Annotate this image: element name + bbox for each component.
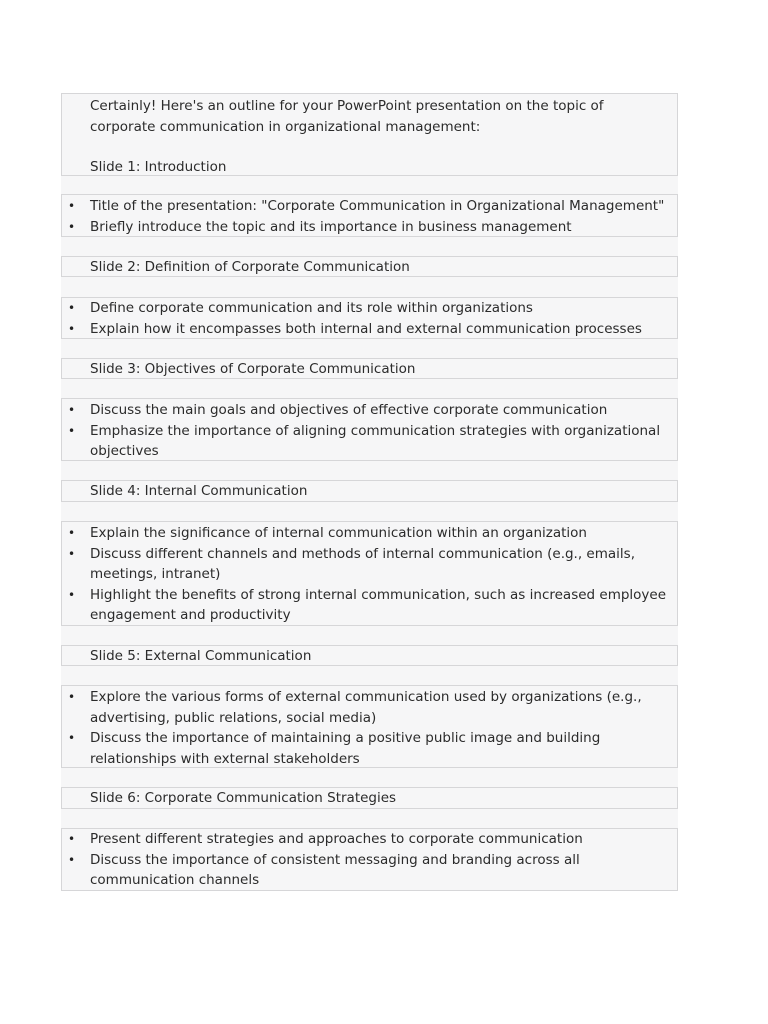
bullet-item: • Present different strategies and approaches to corporate communication — [62, 829, 677, 850]
bullet-item: • Discuss the main goals and objectives of effective corporate communication — [62, 400, 677, 421]
bullet-item: • Discuss the importance of consistent messaging and branding across all communication channels — [62, 850, 677, 891]
bullet-item: • Emphasize the importance of aligning communication strategies with organizational objectives — [62, 421, 677, 462]
bullet-item: • Highlight the benefits of strong internal communication, such as increased employee engagement and productivity — [62, 585, 677, 626]
slide-5-bullets — [61, 685, 678, 768]
slide-1-heading: Slide 1: Introduction — [90, 159, 227, 175]
slide-4-bullets — [61, 521, 678, 626]
spacer — [61, 176, 678, 194]
bullet-item: • Discuss the importance of maintaining a positive public image and building relationships with external stakeholders — [62, 728, 677, 769]
slide-3-heading: Slide 3: Objectives of Corporate Communication — [61, 358, 678, 379]
slide-1-bullets — [61, 194, 678, 237]
bullet-item: • Briefly introduce the topic and its importance in business management — [62, 217, 677, 238]
spacer — [61, 666, 678, 685]
spacer — [61, 502, 678, 521]
bullet-item: • Define corporate communication and its role within organizations — [62, 298, 677, 319]
slide-5-heading: Slide 5: External Communication — [61, 645, 678, 666]
spacer — [61, 768, 678, 787]
spacer — [61, 461, 678, 480]
bullet-item: • Explain how it encompasses both internal and external communication processes — [62, 319, 677, 340]
spacer — [61, 339, 678, 358]
intro-text: Certainly! Here's an outline for your PowerPoint presentation on the topic of corporate communication in organizational management: — [90, 98, 604, 135]
slide-4-heading: Slide 4: Internal Communication — [61, 480, 678, 502]
bullet-item: • Explain the significance of internal communication within an organization — [62, 523, 677, 544]
bullet-item: • Discuss different channels and methods of internal communication (e.g., emails, meetings, intranet) — [62, 544, 677, 585]
bullet-item: • Explore the various forms of external communication used by organizations (e.g., advertising, public relations, social media) — [62, 687, 677, 728]
intro-block — [61, 93, 678, 176]
spacer — [61, 626, 678, 645]
spacer — [61, 379, 678, 398]
slide-2-bullets — [61, 297, 678, 339]
slide-3-bullets — [61, 398, 678, 461]
slide-6-bullets — [61, 828, 678, 891]
spacer — [61, 237, 678, 256]
bullet-item: • Title of the presentation: "Corporate Communication in Organizational Management" — [62, 196, 677, 217]
slide-2-heading: Slide 2: Definition of Corporate Communication — [61, 256, 678, 277]
spacer — [61, 277, 678, 297]
spacer — [61, 809, 678, 828]
slide-6-heading: Slide 6: Corporate Communication Strategies — [61, 787, 678, 809]
